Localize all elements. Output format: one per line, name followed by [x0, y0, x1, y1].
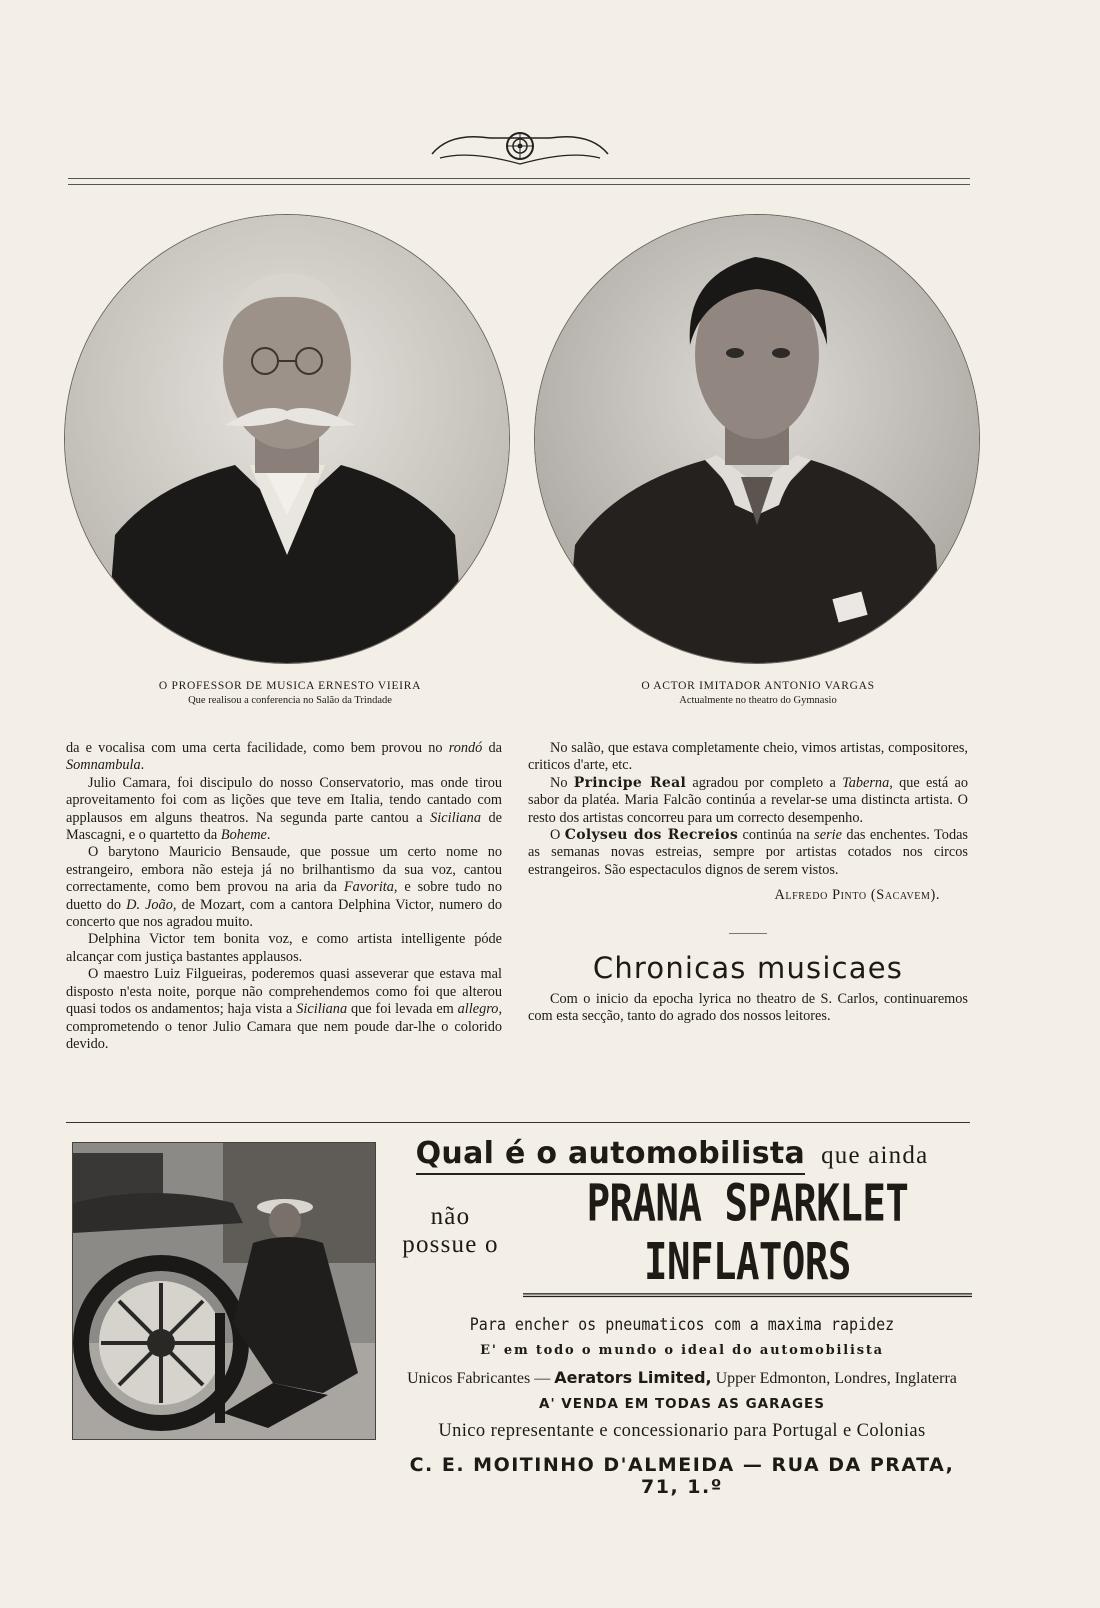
portrait-antonio-vargas [534, 214, 980, 664]
article-paragraph: Com o inicio da epocha lyrica no theatro de S. Carlos, continuaremos com esta secção, tanto do agrado dos nossos leitores. [528, 991, 968, 1025]
portrait-caption-2 [548, 680, 968, 706]
advert-text [392, 1136, 972, 1498]
masthead-logo [430, 124, 610, 166]
advert-manufacturer: Unicos Fabricantes — Aerators Limited, Upper Edmonton, Londres, Inglaterra [407, 1368, 957, 1387]
caption-title: O ACTOR IMITADOR ANTONIO VARGAS [641, 680, 875, 692]
advert-representative: Unico representante e concessionario para Portugal e Colonias [438, 1421, 926, 1441]
logo-emblem-icon [430, 124, 610, 166]
portrait-caption-1 [80, 680, 500, 706]
mechanic-inflating-tyre-image [73, 1143, 375, 1439]
article-paragraph: No Principe Real agradou por completo a Taberna, que está ao sabor da platéa. Maria Falcão continúa a revelar-se uma distincta artista. O resto dos artistas concorreu para um correcto desempenho. [528, 774, 968, 826]
advert-brand-name: PRANA SPARKLET INFLATORS [523, 1175, 972, 1297]
advert-tagline: E' em todo o mundo o ideal do automobilista [480, 1343, 884, 1358]
author-signature: Alfredo Pinto (Sacavem). [774, 887, 940, 904]
portrait-ernesto-vieira [64, 214, 510, 664]
advert-brand-lead: não possue o [402, 1203, 499, 1258]
portrait-photo-2 [535, 215, 979, 663]
article-paragraph: Julio Camara, foi discipulo do nosso Conservatorio, mas onde tirou aproveitamento foi com as lições que teve em Italia, tendo cantado com applausos em alguns theatros. Na segunda parte cantou a Siciliana de Mascagni, e o quartetto da Boheme. [66, 774, 502, 844]
advert-headline-row [372, 1136, 972, 1175]
article-paragraph: da e vocalisa com uma certa facilidade, como bem provou no rondó da Somnambula. [66, 740, 502, 774]
advert-slogan: Para encher os pneumaticos com a maxima rapidez [469, 1313, 895, 1335]
advert-brand-row [392, 1174, 972, 1292]
caption-title: O PROFESSOR DE MUSICA ERNESTO VIEIRA [158, 680, 422, 692]
article-paragraph: O maestro Luiz Filgueiras, poderemos quasi asseverar que estava mal disposto n'esta noite, porque não comprehendemos como foi que alterou quasi todos os andamentos; haja vista a Siciliana que foi levada em allegro, comprometendo o tenor Julio Camara que nem poude dar-lhe o colorido devido. [66, 966, 503, 1052]
advert-address: C. E. MOITINHO D'ALMEIDA — RUA DA PRATA, 71, 1.º [409, 1454, 955, 1498]
portrait-photo-1 [65, 215, 509, 663]
section-heading: Chronicas musicaes [592, 950, 904, 985]
section-divider [729, 933, 767, 934]
advert-availability: A' VENDA EM TODAS AS GARAGES [539, 1396, 825, 1412]
advert-headline-tail: que ainda [821, 1142, 929, 1169]
article-column-right [528, 740, 968, 1026]
article-paragraph: No salão, que estava completamente cheio, vimos artistas, compositores, criticos d'arte, etc. [528, 740, 968, 774]
theatre-name: Principe Real [573, 774, 687, 791]
advert-headline: Qual é o automobilista [416, 1136, 805, 1175]
advert-photo-mechanic [72, 1142, 376, 1440]
caption-subtitle: Que realisou a conferencia no Salão da Trindade [188, 695, 392, 706]
theatre-name: Colyseu dos Recreios [564, 827, 739, 844]
advert-rule [66, 1122, 970, 1123]
caption-subtitle: Actualmente no theatro do Gymnasio [679, 695, 837, 706]
header-double-rule [68, 178, 970, 185]
article-paragraph: Delphina Victor tem bonita voz, e como artista intelligente póde alcançar com justiça bastantes applausos. [66, 931, 502, 965]
article-paragraph: O Colyseu dos Recreios continúa na serie das enchentes. Todas as semanas novas estreias, sempre por artistas cotados nos circos estrangeiros. São espectaculos dignos de serem vistos. [528, 827, 969, 878]
article-column-left [66, 740, 502, 1053]
article-paragraph: O barytono Mauricio Bensaude, que possue um certo nome no estrangeiro, embora não esteja já no brilhantismo da sua voz, cantou correctamente, como bem provou na aria da Favorita, e sobre tudo no duetto do D. João, de Mozart, com a cantora Delphina Victor, numero do concerto que nos agradou muito. [66, 844, 502, 931]
